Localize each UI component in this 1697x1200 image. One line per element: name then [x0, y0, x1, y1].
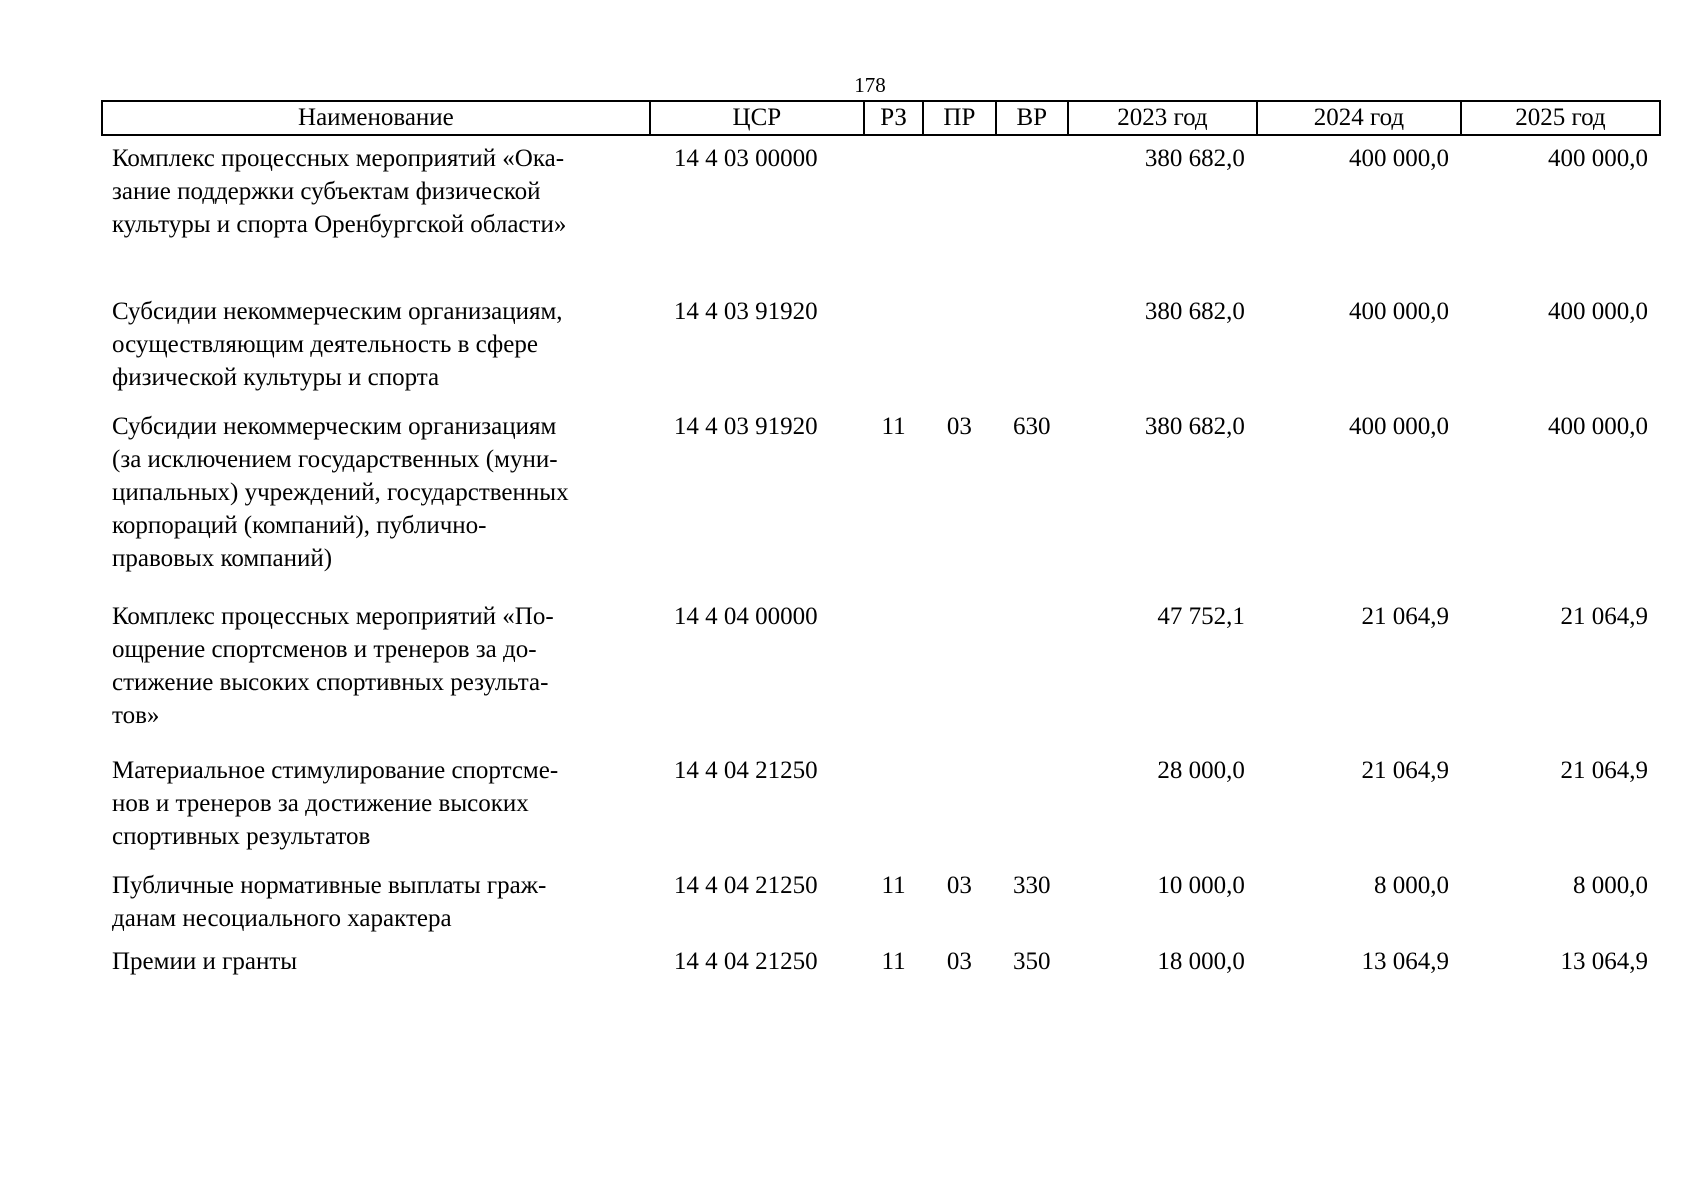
row-amount-2024: 8 000,0 [1373, 872, 1449, 899]
header-year-2024: 2024 год [1257, 101, 1461, 135]
row-csr: 14 4 03 91920 [673, 413, 818, 440]
header-year-2025: 2025 год [1461, 101, 1660, 135]
budget-table [101, 100, 1661, 985]
row-csr: 14 4 03 00000 [673, 145, 818, 172]
row-amount-2025: 21 064,9 [1560, 603, 1648, 630]
row-amount-2024: 13 064,9 [1361, 948, 1449, 975]
header-year-2023: 2023 год [1068, 101, 1257, 135]
row-name-line: Публичные нормативные выплаты граж- [112, 872, 547, 899]
row-name-line: Комплекс процессных мероприятий «Ока- [112, 145, 565, 172]
row-vr [996, 289, 1068, 404]
header-rz: РЗ [864, 101, 923, 135]
row-name-line: физической культуры и спорта [112, 364, 440, 391]
row-pr [923, 289, 995, 404]
row-amount-2024: 400 000,0 [1348, 413, 1449, 440]
row-name-cell [102, 863, 650, 939]
row-pr [923, 594, 995, 748]
row-name-line: зание поддержки субъектам физической [112, 178, 541, 205]
row-name-line: тов» [112, 702, 160, 729]
row-amount-2023: 28 000,0 [1157, 757, 1245, 784]
row-amount-2025: 21 064,9 [1560, 757, 1648, 784]
table-row [102, 863, 1660, 939]
row-vr: 350 [1012, 948, 1051, 975]
page-number: 178 [854, 73, 886, 97]
row-name-line: Материальное стимулирование спортсме- [112, 757, 559, 784]
row-amount-2023: 380 682,0 [1144, 413, 1245, 440]
row-name-cell [102, 289, 650, 404]
table-row [102, 404, 1660, 594]
row-name-line: данам несоциального характера [112, 905, 452, 932]
table-row [102, 594, 1660, 748]
row-csr: 14 4 04 00000 [673, 603, 818, 630]
row-name-line: культуры и спорта Оренбургской области» [112, 211, 567, 238]
row-name-line: Комплекс процессных мероприятий «По- [112, 603, 554, 630]
row-rz [864, 289, 923, 404]
row-vr: 630 [1012, 413, 1051, 440]
row-amount-2024: 400 000,0 [1348, 145, 1449, 172]
row-pr: 03 [946, 948, 972, 975]
row-rz: 11 [881, 872, 906, 899]
row-amount-2024: 21 064,9 [1361, 757, 1449, 784]
row-csr: 14 4 04 21250 [673, 872, 818, 899]
row-name-line: Субсидии некоммерческим организациям [112, 413, 557, 440]
table-row [102, 939, 1660, 985]
row-rz [864, 594, 923, 748]
row-amount-2023: 380 682,0 [1144, 298, 1245, 325]
row-rz: 11 [881, 413, 906, 440]
row-name-line: корпораций (компаний), публично- [112, 512, 487, 539]
row-amount-2025: 400 000,0 [1548, 413, 1648, 440]
row-name-line: Субсидии некоммерческим организациям, [112, 298, 563, 325]
header-pr: ПР [923, 101, 995, 135]
row-amount-2023: 18 000,0 [1157, 948, 1245, 975]
header-vr: ВР [996, 101, 1068, 135]
table-row [102, 289, 1660, 404]
row-name-cell [102, 404, 650, 594]
row-name-line: ощрение спортсменов и тренеров за до- [112, 636, 537, 663]
row-name-cell [102, 939, 650, 985]
row-amount-2025: 400 000,0 [1548, 145, 1648, 172]
row-name-line: (за исключением государственных (муни- [112, 446, 558, 473]
row-name-line: спортивных результатов [112, 823, 371, 850]
row-pr: 03 [946, 413, 972, 440]
table-row [102, 748, 1660, 863]
row-vr [996, 748, 1068, 863]
row-rz [864, 748, 923, 863]
row-amount-2025: 400 000,0 [1548, 298, 1648, 325]
row-name-line: стижение высоких спортивных результа- [112, 669, 549, 696]
row-name-line: правовых компаний) [112, 545, 333, 572]
table-header-row [102, 101, 1660, 135]
header-name: Наименование [102, 101, 650, 135]
row-amount-2023: 47 752,1 [1157, 603, 1245, 630]
row-pr [923, 748, 995, 863]
row-name-cell [102, 135, 650, 289]
row-rz: 11 [881, 948, 906, 975]
row-name-cell [102, 748, 650, 863]
row-csr: 14 4 04 21250 [673, 757, 818, 784]
row-name-line: осуществляющим деятельность в сфере [112, 331, 538, 358]
row-vr [996, 594, 1068, 748]
row-vr: 330 [1012, 872, 1051, 899]
row-amount-2024: 400 000,0 [1348, 298, 1449, 325]
row-name-cell [102, 594, 650, 748]
row-name-line: ципальных) учреждений, государственных [112, 479, 569, 506]
table-row [102, 135, 1660, 289]
row-pr [923, 135, 995, 289]
row-amount-2025: 8 000,0 [1573, 872, 1648, 899]
row-csr: 14 4 03 91920 [673, 298, 818, 325]
row-amount-2023: 380 682,0 [1144, 145, 1245, 172]
row-pr: 03 [946, 872, 972, 899]
row-name-line: Премии и гранты [112, 948, 298, 975]
row-amount-2023: 10 000,0 [1157, 872, 1245, 899]
row-name-line: нов и тренеров за достижение высоких [112, 790, 529, 817]
row-csr: 14 4 04 21250 [673, 948, 818, 975]
header-csr: ЦСР [650, 101, 864, 135]
row-amount-2025: 13 064,9 [1560, 948, 1648, 975]
row-rz [864, 135, 923, 289]
row-amount-2024: 21 064,9 [1361, 603, 1449, 630]
row-vr [996, 135, 1068, 289]
